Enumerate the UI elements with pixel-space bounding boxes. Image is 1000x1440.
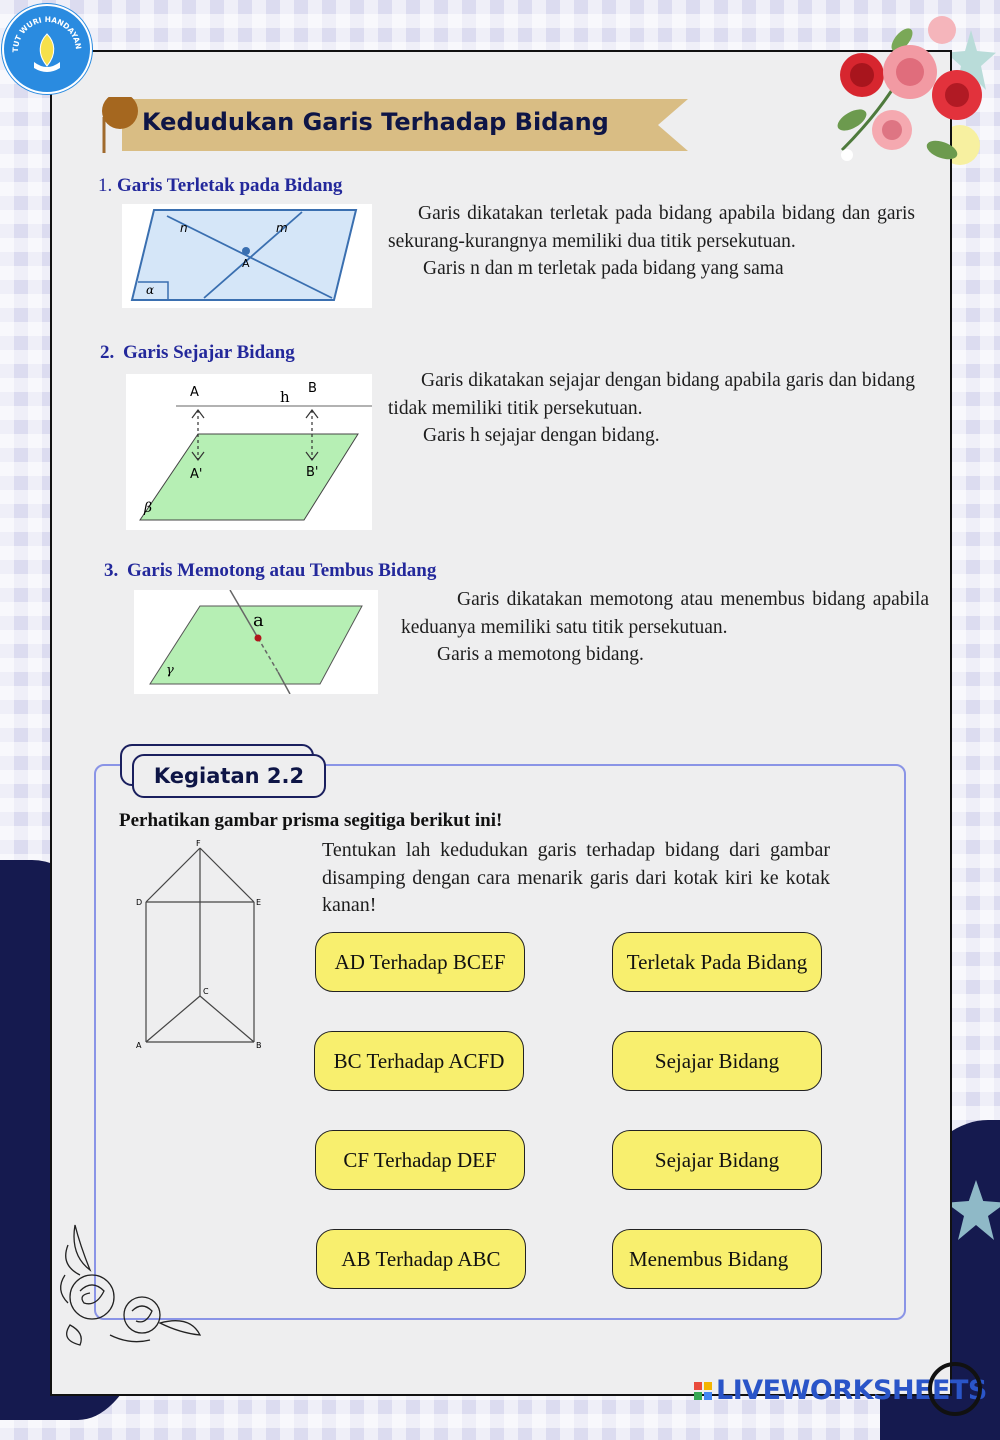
activity-task: Tentukan lah kedudukan garis terhadap bidang dari gambar disamping dengan cara menarik garis dari kotak kiri ke kotak kanan! [322, 839, 830, 916]
plane-gamma-label: γ [166, 663, 174, 678]
match-left-item-1[interactable]: AD Terhadap BCEF [315, 932, 525, 992]
vertex-a-label: A [136, 1041, 142, 1050]
plane-alpha-label: α [146, 283, 155, 297]
vertex-f-label: F [196, 839, 201, 848]
section-2-heading [100, 342, 295, 364]
vertex-c-label: C [203, 987, 209, 996]
tut-wuri-handayani-logo [2, 4, 92, 94]
figure-line-parallel-plane [126, 374, 372, 530]
section-title: Garis Memotong atau Tembus Bidang [127, 560, 437, 581]
section-3-heading [104, 560, 436, 582]
section-1-paragraph-1: Garis dikatakan terletak pada bidang apabila bidang dan garis sekurang-kurangnya memiliki dua titik persekutuan. [388, 203, 915, 252]
plane-beta-label: β [144, 500, 153, 516]
activity-tab-label: Kegiatan 2.2 [153, 764, 305, 788]
liveworksheets-icon [694, 1382, 712, 1400]
point-a-label: A [190, 385, 199, 400]
triangular-prism-figure [130, 836, 270, 1056]
section-2-paragraph-1: Garis dikatakan sejajar dengan bidang apabila garis dan bidang tidak memiliki titik persekutuan. [388, 370, 915, 419]
section-number: 2. [100, 342, 115, 363]
figure-line-on-plane [122, 204, 372, 308]
line-n-label: n [180, 221, 188, 235]
match-left-item-3[interactable]: CF Terhadap DEF [315, 1130, 525, 1190]
point-a-prime-label: A' [190, 467, 203, 482]
activity-instruction: Perhatikan gambar prisma segitiga berikut ini! [119, 810, 503, 831]
match-right-item-4[interactable]: Menembus Bidang [612, 1229, 822, 1289]
section-number: 1. [98, 175, 113, 196]
match-right-item-3[interactable]: Sejajar Bidang [612, 1130, 822, 1190]
section-1-heading [98, 175, 342, 197]
figure-line-intersect-plane [134, 590, 378, 694]
match-right-item-2[interactable]: Sejajar Bidang [612, 1031, 822, 1091]
line-h-label: h [280, 388, 290, 406]
section-1-text [388, 200, 915, 283]
rose-bouquet-decoration [822, 0, 987, 180]
page-corner-circle [928, 1362, 982, 1416]
section-2-paragraph-2: Garis h sejajar dengan bidang. [423, 425, 660, 446]
line-m-label: m [276, 221, 288, 235]
match-left-item-2[interactable]: BC Terhadap ACFD [314, 1031, 524, 1091]
vertex-e-label: E [256, 898, 262, 907]
vertex-d-label: D [136, 898, 143, 907]
section-title: Garis Sejajar Bidang [123, 342, 295, 363]
title-banner [100, 97, 690, 153]
match-left-item-4[interactable]: AB Terhadap ABC [316, 1229, 526, 1289]
section-2-text [388, 367, 915, 450]
section-3-text [401, 586, 929, 669]
section-3-paragraph-1: Garis dikatakan memotong atau menembus bidang apabila keduanya memiliki satu titik persekutuan. [401, 589, 929, 638]
section-number: 3. [104, 560, 119, 581]
activity-tab [132, 754, 326, 798]
line-a-label: a [253, 610, 264, 631]
point-b-prime-label: B' [306, 465, 319, 480]
point-b-label: B [308, 381, 317, 396]
page-title: Kedudukan Garis Terhadap Bidang [142, 108, 609, 136]
section-title: Garis Terletak pada Bidang [117, 175, 343, 196]
liveworksheets-brand-text: LIVEWORKSHEETS [716, 1375, 987, 1406]
section-3-paragraph-2: Garis a memotong bidang. [437, 644, 644, 665]
svg-text:TUT WURI HANDAYANI: TUT WURI HANDAYAN [10, 14, 84, 53]
section-1-paragraph-2: Garis n dan m terletak pada bidang yang sama [423, 258, 784, 279]
vertex-b-label: B [256, 1041, 262, 1050]
point-a-label: A [242, 257, 250, 270]
sketch-flower-decoration [50, 1215, 205, 1350]
match-right-item-1[interactable]: Terletak Pada Bidang [612, 932, 822, 992]
